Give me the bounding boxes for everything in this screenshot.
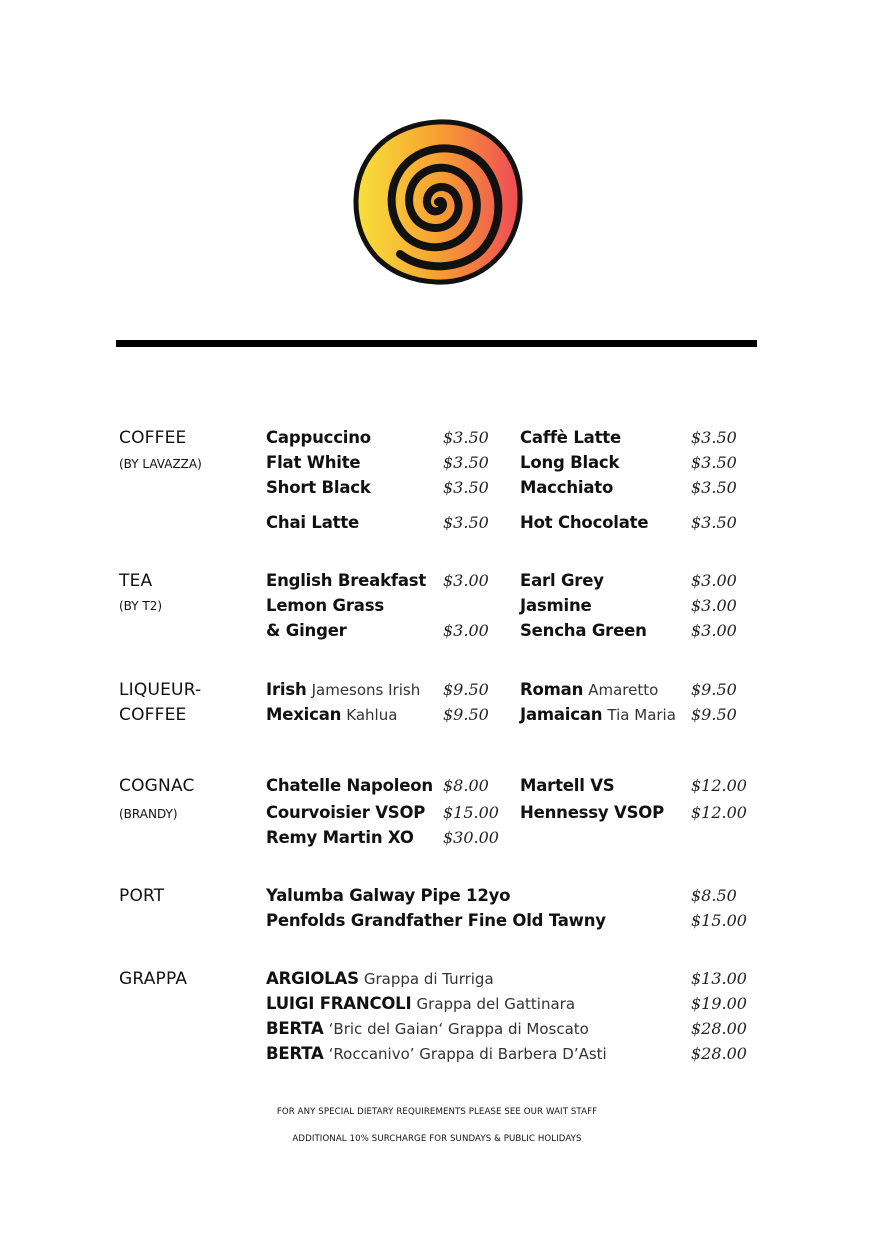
menu-item-name: Short Black	[266, 478, 371, 497]
menu-item	[266, 682, 420, 699]
menu-item-price: $13.00	[691, 969, 747, 988]
menu-item-price: $15.00	[443, 803, 499, 822]
category-port: PORT	[119, 886, 165, 906]
menu-item-description: Jamesons Irish	[311, 681, 421, 699]
menu-item-price: $9.50	[691, 680, 737, 699]
category-cognac-subtitle: (BRANDY)	[119, 807, 178, 821]
menu-item-description: ‘Roccanivo’ Grappa di Barbera D’Asti	[328, 1045, 607, 1063]
menu-item-price: $8.00	[443, 776, 489, 795]
menu-item-price: $9.50	[691, 705, 737, 724]
menu-item-name: LUIGI FRANCOLI	[266, 994, 412, 1013]
menu-item-name: Penfolds Grandfather Fine Old Tawny	[266, 911, 606, 930]
menu-item-name: Remy Martin XO	[266, 828, 414, 847]
menu-item-name: Caffè Latte	[520, 428, 621, 447]
menu-item	[266, 707, 397, 724]
menu-item-price: $30.00	[443, 828, 499, 847]
menu-item-name: Jasmine	[520, 596, 592, 615]
menu-item-name: Courvoisier VSOP	[266, 803, 426, 822]
category-tea: TEA	[119, 571, 153, 591]
menu-item-name: Chatelle Napoleon	[266, 776, 433, 795]
menu-item-description: Amaretto	[588, 681, 659, 699]
menu-item-name: Yalumba Galway Pipe 12yo	[266, 886, 511, 905]
menu-item-price: $3.00	[691, 621, 737, 640]
menu-item-name: Mexican	[266, 705, 342, 724]
menu-item-price: $9.50	[443, 705, 489, 724]
menu-item-name: Lemon Grass	[266, 596, 384, 615]
menu-item-price: $12.00	[691, 803, 747, 822]
menu-item	[520, 682, 658, 699]
menu-item-price: $3.00	[691, 596, 737, 615]
menu-item-description: ‘Bric del Gaian‘ Grappa di Moscato	[328, 1020, 589, 1038]
menu-item-price: $3.50	[443, 453, 489, 472]
menu-item-price: $15.00	[691, 911, 747, 930]
menu-item-name: Hennessy VSOP	[520, 803, 664, 822]
menu-item-name: English Breakfast	[266, 571, 427, 590]
menu-item-name: Sencha Green	[520, 621, 647, 640]
menu-item-description: Tia Maria	[607, 706, 676, 724]
dietary-note: FOR ANY SPECIAL DIETARY REQUIREMENTS PLEASE SEE OUR WAIT STAFF	[276, 1107, 598, 1117]
surcharge-note: ADDITIONAL 10% SURCHARGE FOR SUNDAYS & PUBLIC HOLIDAYS	[292, 1134, 582, 1144]
menu-item-name: Irish	[266, 680, 307, 699]
menu-item-name: Jamaican	[520, 705, 603, 724]
menu-item-name: ARGIOLAS	[266, 969, 359, 988]
menu-item-name: Flat White	[266, 453, 361, 472]
menu-item-price: $3.50	[443, 478, 489, 497]
menu-item-name: Martell VS	[520, 776, 615, 795]
category-coffee-subtitle: (BY LAVAZZA)	[119, 457, 202, 471]
menu-item-name: Earl Grey	[520, 571, 604, 590]
menu-item-name: BERTA	[266, 1019, 324, 1038]
menu-item	[266, 1046, 607, 1063]
menu-item-description: Grappa del Gattinara	[416, 995, 576, 1013]
menu-item-price: $3.50	[443, 428, 489, 447]
menu-item-price: $3.00	[443, 571, 489, 590]
menu-item-description: Grappa di Turriga	[363, 970, 494, 988]
menu-item-name: Macchiato	[520, 478, 614, 497]
menu-item-name: Roman	[520, 680, 584, 699]
header-divider	[116, 340, 757, 347]
menu-item-price: $12.00	[691, 776, 747, 795]
menu-item-price: $19.00	[691, 994, 747, 1013]
menu-item	[266, 1021, 589, 1038]
menu-item-price: $28.00	[691, 1019, 747, 1038]
menu-item-description: Kahlua	[346, 706, 398, 724]
menu-item-price: $3.50	[691, 478, 737, 497]
menu-item	[266, 996, 575, 1013]
category-liqueur: LIQUEUR-	[119, 680, 202, 700]
menu-item-price: $3.00	[443, 621, 489, 640]
menu-item-price: $3.50	[691, 428, 737, 447]
menu-item-name: Chai Latte	[266, 513, 360, 532]
spiral-logo-icon	[352, 118, 524, 286]
menu-item-price: $9.50	[443, 680, 489, 699]
menu-item-price: $3.00	[691, 571, 737, 590]
menu-item-name-continued: & Ginger	[266, 621, 347, 640]
category-tea-subtitle: (BY T2)	[119, 599, 163, 613]
menu-item-price: $3.50	[691, 513, 737, 532]
category-coffee: COFFEE	[119, 428, 187, 448]
menu-item-price: $8.50	[691, 886, 737, 905]
category-grappa: GRAPPA	[119, 969, 188, 989]
menu-item-price: $28.00	[691, 1044, 747, 1063]
menu-item-name: BERTA	[266, 1044, 324, 1063]
menu-item	[266, 971, 494, 988]
category-liqueur-line2: COFFEE	[119, 705, 187, 725]
menu-item-price: $3.50	[443, 513, 489, 532]
category-cognac: COGNAC	[119, 776, 195, 796]
menu-item-name: Long Black	[520, 453, 620, 472]
menu-item-name: Cappuccino	[266, 428, 371, 447]
menu-item-price: $3.50	[691, 453, 737, 472]
menu-item	[520, 707, 676, 724]
menu-item-name: Hot Chocolate	[520, 513, 649, 532]
